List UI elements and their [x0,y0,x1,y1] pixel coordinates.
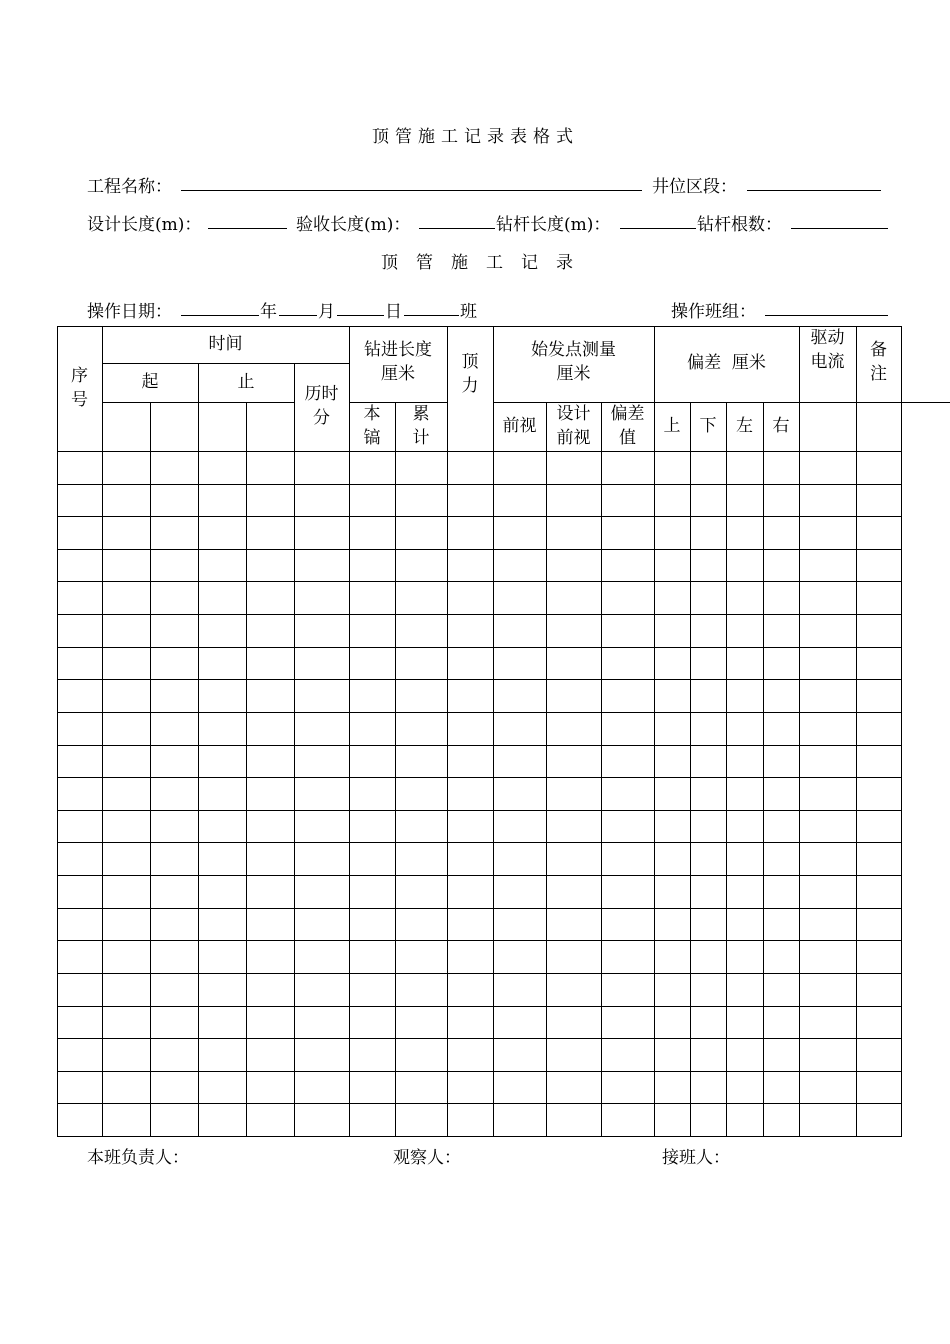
col-line [601,402,602,1137]
rod-count-label: 钻杆根数： [697,215,782,235]
col-line [763,402,764,1137]
col-total-header [395,402,447,450]
header-text: 电流 [810,352,845,372]
table-border-bottom [57,1136,902,1137]
col-left-header: 左 [736,416,753,436]
record-table [57,326,902,1137]
header-text: 本 [363,404,381,424]
design-length-label: 设计长度(m)： [87,215,202,235]
col-line [546,402,547,1137]
shift-field[interactable] [404,315,459,316]
year-field[interactable] [181,315,259,316]
month-field[interactable] [279,315,317,316]
observer-label: 观察人： [393,1148,461,1168]
header-text: 设计 [556,404,591,424]
col-line [294,363,295,1137]
header-text: 始发点测量 [531,340,616,360]
table-row-line [57,875,902,876]
col-survey-header [493,338,654,386]
col-time-header: 时间 [208,334,243,354]
col-right-header: 右 [772,416,790,436]
header-text: 备 [870,340,887,360]
col-line [150,402,151,1137]
table-row-line [57,679,902,680]
table-row-line [57,581,902,582]
table-row-line [57,908,902,909]
subtitle-glyph: 施 [451,253,468,273]
subtitle-glyph: 工 [486,253,503,273]
leader-label: 本班负责人： [87,1148,189,1168]
table-row-line [57,973,902,974]
subtitle-glyph: 录 [556,253,573,273]
col-line [654,326,655,1137]
table-row-line [57,1006,902,1007]
well-section-label: 井位区段： [652,177,737,197]
table-border-top [57,326,902,327]
header-text: 厘米 [556,364,591,384]
col-down-header: 下 [699,416,717,436]
header-text: 注 [870,364,887,384]
col-design-fs-header [546,402,601,450]
table-row-line [57,745,902,746]
header-text: 偏差 [610,404,645,424]
subtitle-glyph: 管 [416,253,433,273]
accept-length-label: 验收长度(m)： [296,215,411,235]
page-title: 顶管施工记录表格式 [372,127,579,147]
table-row-line [57,777,902,778]
col-line [493,326,494,1137]
rod-count-field[interactable] [791,228,888,229]
team-label: 操作班组： [671,302,756,322]
table-row-line [57,647,902,648]
team-field[interactable] [765,315,888,316]
header-text: 驱动 [810,328,845,348]
table-row-line [57,484,902,485]
project-name-label: 工程名称： [87,177,172,197]
day-label: 日 [385,302,402,322]
table-row-line [57,549,902,550]
col-line [799,326,800,1137]
table-row-line [57,842,902,843]
col-duration-header [294,382,349,430]
subtitle-glyph: 记 [521,253,538,273]
col-line [690,402,691,1137]
col-line [198,363,199,1137]
month-label: 月 [318,302,335,322]
col-line [447,326,448,1137]
year-label: 年 [260,302,277,322]
table-border-right [901,326,902,1137]
col-line [102,326,103,1137]
header-text: 钻进长度 [364,340,432,360]
header-text: 历时 [304,384,339,404]
col-deviation-header: 偏差 厘米 [687,353,766,373]
col-line [856,326,857,1137]
table-row-line [57,940,902,941]
header-text: 分 [313,408,330,428]
header-text: 厘米 [381,364,415,384]
header-text: 序 [71,366,88,386]
date-label: 操作日期： [87,302,172,322]
col-line [726,402,727,1137]
col-seq-header [57,364,102,412]
rod-length-label: 钻杆长度(m)： [496,215,611,235]
col-force-header [447,350,493,398]
header-text: 顶 [461,352,479,372]
col-line [246,402,247,1137]
header-text: 号 [71,390,88,410]
header-text: 累 [412,404,430,424]
table-border-left [57,326,58,1137]
col-current-header [799,326,856,374]
col-foresight-header: 前视 [502,416,537,436]
col-dev-value-header [601,402,654,450]
col-remark-header [856,338,901,386]
subtitle-glyph: 顶 [381,253,398,273]
rod-length-field[interactable] [620,228,696,229]
subtitle [372,248,582,273]
header-text: 计 [412,428,430,448]
col-start-header: 起 [141,372,159,392]
header-text: 前视 [556,428,591,448]
header-text: 力 [461,376,479,396]
col-up-header: 上 [663,416,681,436]
table-row-line [57,712,902,713]
table-row-line [57,1071,902,1072]
successor-label: 接班人： [662,1148,730,1168]
shift-label: 班 [460,302,477,322]
col-end-header: 止 [237,372,255,392]
col-line [395,402,396,1137]
table-row-line [57,810,902,811]
header-text: 值 [619,428,636,448]
table-row-line [57,1038,902,1039]
day-field[interactable] [337,315,384,316]
project-name-field[interactable] [181,190,642,191]
header-text: 镐 [363,428,381,448]
table-row-line [57,1103,902,1104]
design-length-field[interactable] [208,228,287,229]
well-section-field[interactable] [747,190,881,191]
header-line [102,363,349,364]
accept-length-field[interactable] [419,228,495,229]
table-row-line [57,451,902,452]
table-row-line [57,614,902,615]
table-row-line [57,516,902,517]
col-drill-header [349,338,447,386]
col-this-header [349,402,395,450]
